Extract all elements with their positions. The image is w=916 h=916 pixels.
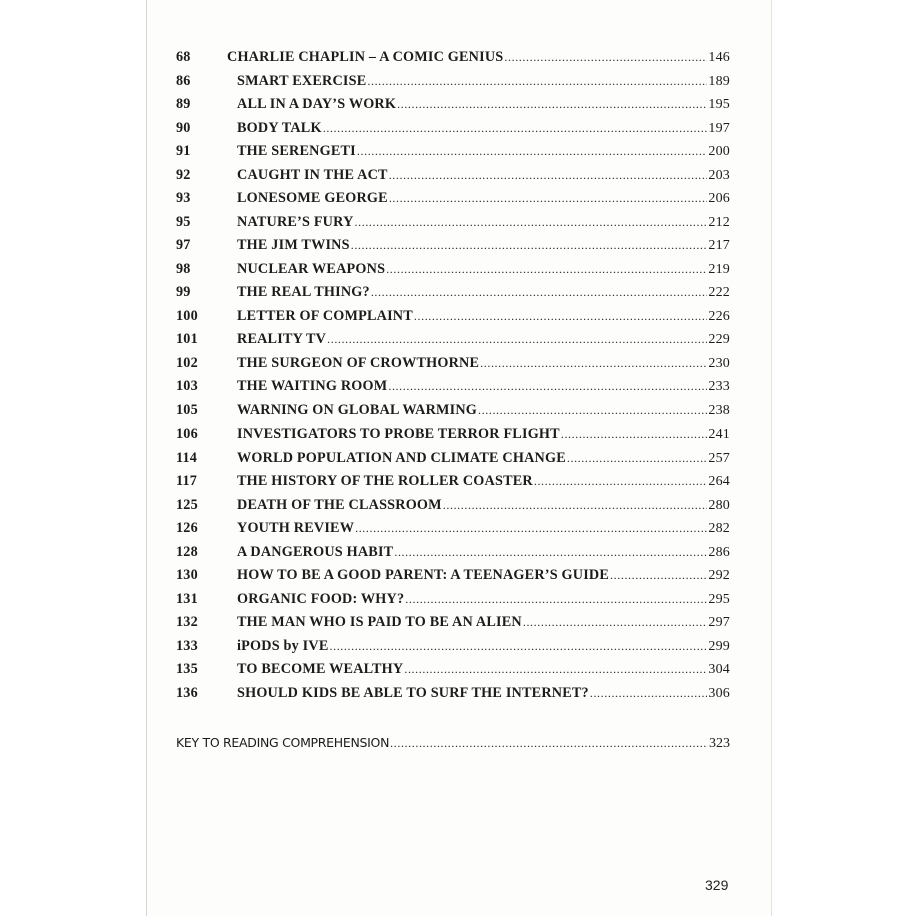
- book-page: [146, 0, 772, 916]
- toc-entry-86: [176, 73, 730, 93]
- dot-leader: [610, 568, 707, 583]
- entry-title: ORGANIC FOOD: WHY?: [237, 591, 405, 607]
- toc-entry-91: [176, 143, 730, 163]
- entry-number: 103: [176, 378, 198, 394]
- entry-page: 219: [708, 262, 730, 277]
- entry-page: 189: [708, 74, 730, 89]
- entry-title: YOUTH REVIEW: [237, 520, 355, 536]
- toc-entry-99: [176, 284, 730, 304]
- entry-title: THE SERENGETI: [237, 143, 356, 159]
- dot-leader: [590, 686, 708, 701]
- dot-leader: [478, 403, 707, 418]
- toc-entry-130: [176, 567, 730, 587]
- dot-leader: [355, 521, 707, 536]
- entry-page: 257: [708, 451, 730, 466]
- entry-title: THE SURGEON OF CROWTHORNE: [237, 355, 480, 371]
- dot-leader: [504, 50, 707, 65]
- toc-entry-68: [176, 49, 730, 69]
- entry-number: 106: [176, 426, 198, 442]
- entry-title: A DANGEROUS HABIT: [237, 544, 394, 560]
- entry-number: 117: [176, 473, 198, 489]
- entry-number: 131: [176, 591, 198, 607]
- entry-title: CAUGHT IN THE ACT: [237, 167, 388, 183]
- entry-page: 229: [708, 332, 730, 347]
- dot-leader: [327, 332, 707, 347]
- entry-title: NATURE’S FURY: [237, 214, 354, 230]
- entry-number: 102: [176, 355, 198, 371]
- dot-leader: [388, 379, 707, 394]
- dot-leader: [443, 498, 708, 513]
- dot-leader: [351, 238, 708, 253]
- toc-entry-136: [176, 685, 730, 705]
- entry-page: 299: [708, 639, 730, 654]
- toc-entry-101: [176, 331, 730, 351]
- dot-leader: [357, 144, 707, 159]
- entry-page: 295: [708, 592, 730, 607]
- toc-entry-102: [176, 355, 730, 375]
- entry-number: 114: [176, 450, 198, 466]
- dot-leader: [330, 639, 708, 654]
- entry-page: 292: [708, 568, 730, 583]
- entry-number: 130: [176, 567, 198, 583]
- entry-number: 100: [176, 308, 198, 324]
- toc-entry-106: [176, 426, 730, 446]
- dot-leader: [561, 427, 708, 442]
- entry-number: 125: [176, 497, 198, 513]
- entry-title: SMART EXERCISE: [237, 73, 367, 89]
- entry-title: NUCLEAR WEAPONS: [237, 261, 386, 277]
- dot-leader: [355, 215, 708, 230]
- entry-page: 226: [708, 309, 730, 324]
- entry-page: 212: [708, 215, 730, 230]
- toc-entry-92: [176, 167, 730, 187]
- entry-page: 282: [708, 521, 730, 536]
- page-number: 329: [705, 877, 729, 893]
- entry-number: 98: [176, 261, 191, 277]
- toc-entry-97: [176, 237, 730, 257]
- dot-leader: [389, 191, 708, 206]
- entry-title: SHOULD KIDS BE ABLE TO SURF THE INTERNET?: [237, 685, 589, 701]
- key-title: KEY TO READING COMPREHENSION: [176, 735, 390, 750]
- entry-title: BODY TALK: [237, 120, 322, 136]
- entry-number: 101: [176, 331, 198, 347]
- entry-page: 222: [708, 285, 730, 300]
- entry-number: 132: [176, 614, 198, 630]
- dot-leader: [367, 74, 707, 89]
- entry-title: THE REAL THING?: [237, 284, 370, 300]
- entry-number: 105: [176, 402, 198, 418]
- toc-entry-131: [176, 591, 730, 611]
- entry-title: iPODS by IVE: [237, 638, 329, 654]
- entry-number: 136: [176, 685, 198, 701]
- toc-entry-100: [176, 308, 730, 328]
- entry-title: THE HISTORY OF THE ROLLER COASTER: [237, 473, 533, 489]
- entry-title: INVESTIGATORS TO PROBE TERROR FLIGHT: [237, 426, 560, 442]
- toc-entry-103: [176, 378, 730, 398]
- entry-page: 304: [708, 662, 730, 677]
- entry-page: 241: [708, 427, 730, 442]
- toc-entry-105: [176, 402, 730, 422]
- entry-number: 99: [176, 284, 191, 300]
- dot-leader: [323, 121, 708, 136]
- dot-leader: [397, 97, 707, 112]
- toc-entry-132: [176, 614, 730, 634]
- entry-number: 133: [176, 638, 198, 654]
- toc-entry-93: [176, 190, 730, 210]
- toc-entry-key: [176, 735, 730, 752]
- toc-entry-95: [176, 214, 730, 234]
- entry-number: 68: [176, 49, 191, 65]
- dot-leader: [404, 662, 707, 677]
- entry-page: 217: [708, 238, 730, 253]
- dot-leader: [405, 592, 707, 607]
- entry-number: 95: [176, 214, 191, 230]
- entry-number: 128: [176, 544, 198, 560]
- entry-number: 86: [176, 73, 191, 89]
- entry-number: 90: [176, 120, 191, 136]
- entry-title: CHARLIE CHAPLIN – A COMIC GENIUS: [227, 49, 504, 65]
- entry-page: 195: [708, 97, 730, 112]
- toc-entry-90: [176, 120, 730, 140]
- entry-title: HOW TO BE A GOOD PARENT: A TEENAGER’S GUIDE: [237, 567, 610, 583]
- toc-entry-114: [176, 450, 730, 470]
- toc-entry-117: [176, 473, 730, 493]
- entry-title: REALITY TV: [237, 331, 327, 347]
- entry-title: WARNING ON GLOBAL WARMING: [237, 402, 478, 418]
- dot-leader: [389, 168, 708, 183]
- entry-title: DEATH OF THE CLASSROOM: [237, 497, 442, 513]
- entry-page: 286: [708, 545, 730, 560]
- toc-entry-133: [176, 638, 730, 658]
- dot-leader: [414, 309, 707, 324]
- entry-number: 126: [176, 520, 198, 536]
- entry-title: ALL IN A DAY’S WORK: [237, 96, 397, 112]
- entry-title: WORLD POPULATION AND CLIMATE CHANGE: [237, 450, 566, 466]
- entry-number: 135: [176, 661, 198, 677]
- entry-number: 91: [176, 143, 191, 159]
- entry-title: TO BECOME WEALTHY: [237, 661, 404, 677]
- toc-entry-128: [176, 544, 730, 564]
- entry-page: 264: [708, 474, 730, 489]
- entry-page: 233: [708, 379, 730, 394]
- entry-page: 238: [708, 403, 730, 418]
- entry-page: 203: [708, 168, 730, 183]
- entry-title: THE MAN WHO IS PAID TO BE AN ALIEN: [237, 614, 522, 630]
- dot-leader: [523, 615, 708, 630]
- entry-title: LETTER OF COMPLAINT: [237, 308, 413, 324]
- entry-title: THE JIM TWINS: [237, 237, 350, 253]
- toc-entry-126: [176, 520, 730, 540]
- entry-title: LONESOME GEORGE: [237, 190, 388, 206]
- toc-entry-125: [176, 497, 730, 517]
- entry-page: 230: [708, 356, 730, 371]
- entry-number: 89: [176, 96, 191, 112]
- dot-leader: [534, 474, 708, 489]
- dot-leader: [567, 451, 708, 466]
- toc-entry-89: [176, 96, 730, 116]
- entry-number: 97: [176, 237, 191, 253]
- entry-page: 297: [708, 615, 730, 630]
- entry-page: 200: [708, 144, 730, 159]
- toc-entry-98: [176, 261, 730, 281]
- entry-page: 206: [708, 191, 730, 206]
- dot-leader: [386, 262, 707, 277]
- entry-page: 280: [708, 498, 730, 513]
- dot-leader: [371, 285, 708, 300]
- dot-leader: [480, 356, 707, 371]
- table-of-contents: [147, 0, 771, 916]
- toc-entry-135: [176, 661, 730, 681]
- key-page: 323: [709, 736, 730, 751]
- entry-number: 92: [176, 167, 191, 183]
- dot-leader: [394, 545, 707, 560]
- entry-title: THE WAITING ROOM: [237, 378, 388, 394]
- entry-page: 306: [708, 686, 730, 701]
- entry-page: 197: [708, 121, 730, 136]
- entry-number: 93: [176, 190, 191, 206]
- dot-leader: [390, 736, 708, 751]
- entry-page: 146: [708, 50, 730, 65]
